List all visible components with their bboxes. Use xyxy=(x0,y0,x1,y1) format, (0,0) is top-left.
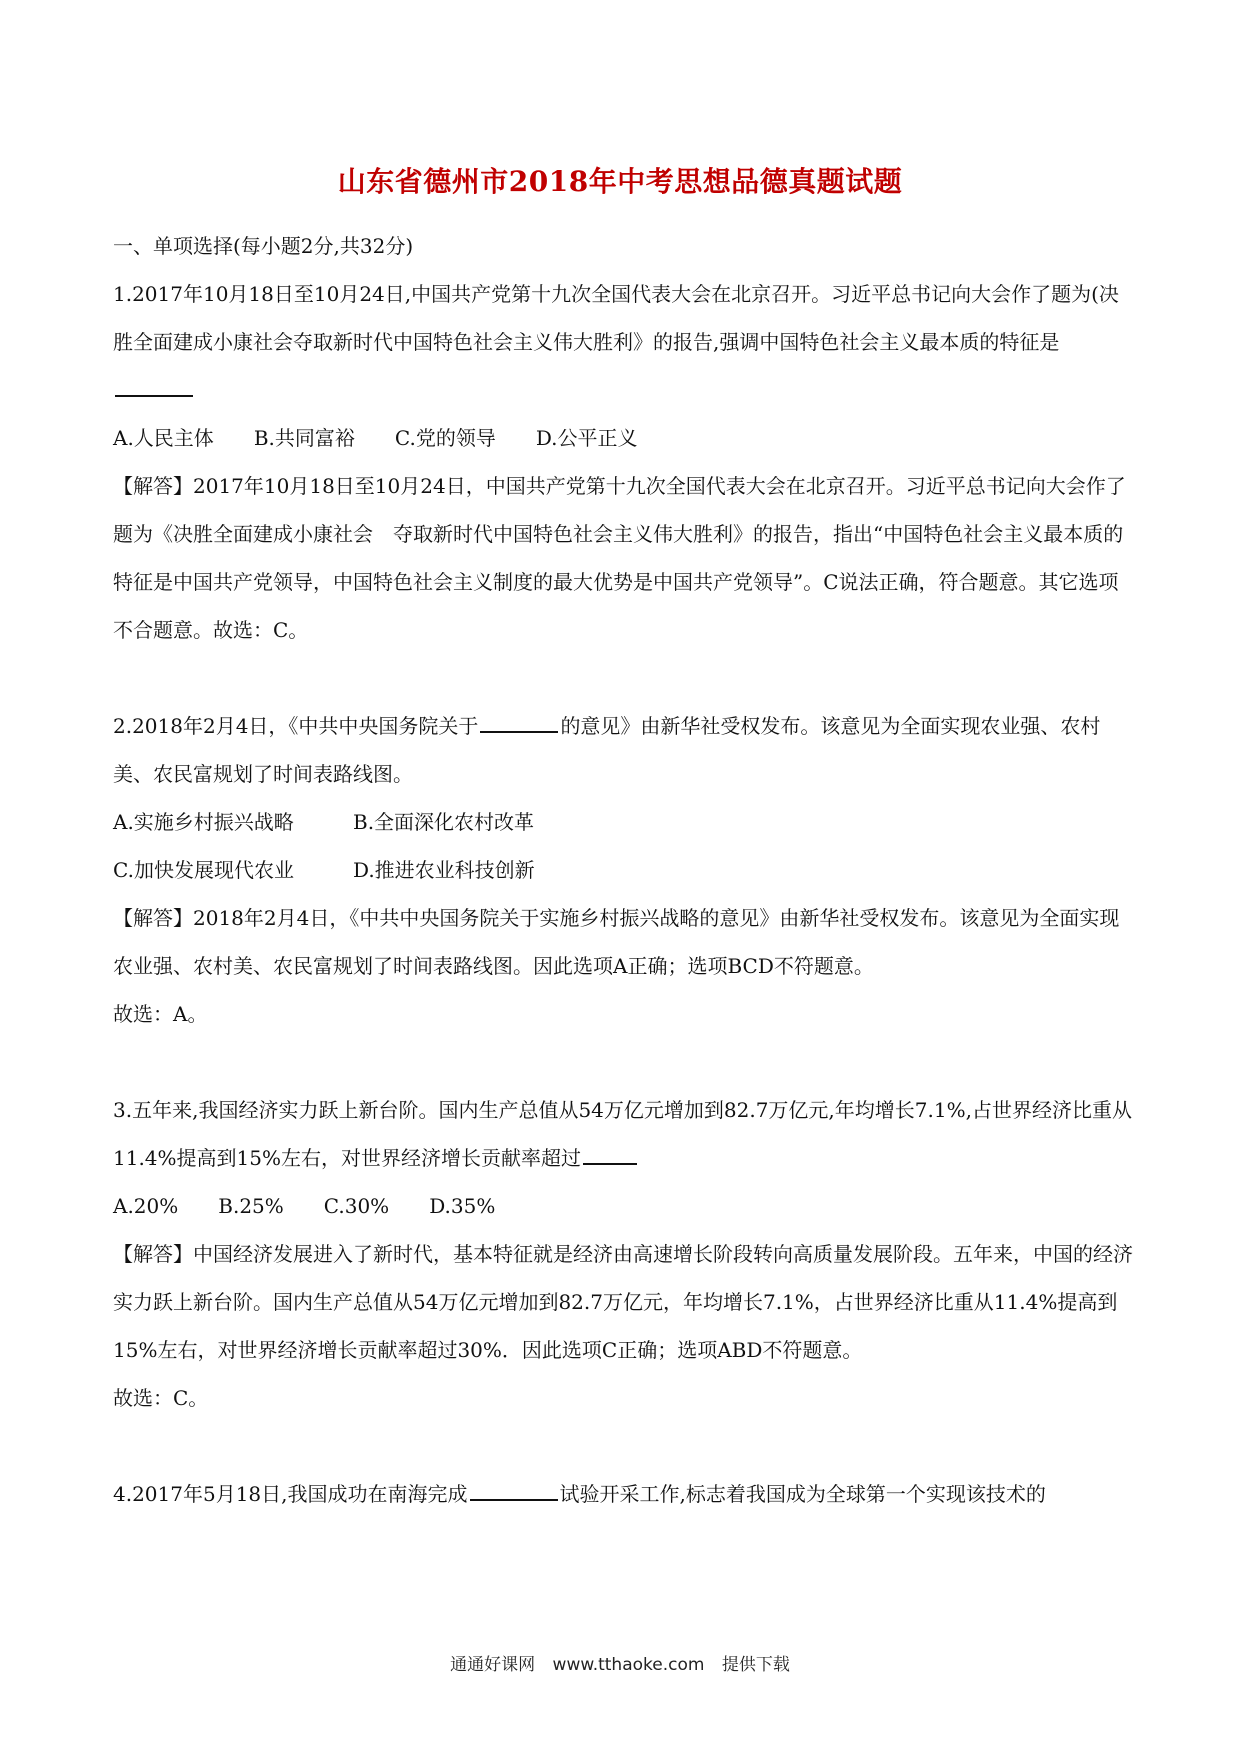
option-d: D.推进农业科技创新 xyxy=(353,858,535,882)
footer-tail: 提供下载 xyxy=(721,1655,790,1675)
question-4-text-b: 试验开采工作,标志着我国成为全球第一个实现该技术的 xyxy=(559,1482,1046,1506)
question-4-text-a: 4.2017年5月18日,我国成功在南海完成 xyxy=(113,1482,468,1506)
question-1-answer: 【解答】2017年10月18日至10月24日，中国共产党第十九次全国代表大会在北京召开。习近平总书记向大会作了题为《决胜全面建成小康社会 夺取新时代中国特色社会主义伟大胜利》的报告，指出“中国特色社会主义最本质的特征是中国共产党领导，中国特色社会主义制度的最大优势是中国共产党领导”。C说法正确，符合题意。其它选项不合题意。故选：C。 xyxy=(113,474,1126,642)
question-1-options xyxy=(113,414,1133,462)
option-c: C.30% xyxy=(323,1194,390,1218)
question-2-answer: 【解答】2018年2月4日，《中共中央国务院关于实施乡村振兴战略的意见》由新华社受权发布。该意见为全面实现农业强、农村美、农民富规划了时间表路线图。因此选项A正确；选项BCD不符题意。 xyxy=(113,906,1120,978)
question-2-text-a: 2.2018年2月4日，《中共中央国务院关于 xyxy=(113,714,479,738)
option-a: A.人民主体 xyxy=(113,426,214,450)
question-3-text: 3.五年来,我国经济实力跃上新台阶。国内生产总值从54万亿元增加到82.7万亿元,年均增长7.1%,占世界经济比重从11.4%提高到15%左右，对世界经济增长贡献率超过 xyxy=(113,1098,1132,1170)
option-a: A.20% xyxy=(113,1194,179,1218)
option-a: A.实施乡村振兴战略 xyxy=(113,810,294,834)
page-footer xyxy=(0,1650,1240,1675)
option-b: B.25% xyxy=(218,1194,284,1218)
answer-blank xyxy=(583,1141,637,1165)
option-c: C.党的领导 xyxy=(394,426,496,450)
option-b: B.共同富裕 xyxy=(253,426,355,450)
footer-url[interactable]: www.tthaoke.com xyxy=(552,1655,705,1675)
question-2-stem xyxy=(113,702,1133,798)
answer-blank xyxy=(480,709,558,733)
document-body xyxy=(113,222,1133,1518)
question-separator xyxy=(113,1038,1133,1086)
question-3-stem xyxy=(113,1086,1133,1182)
document-title: 山东省德州市2018年中考思想品德真题试题 xyxy=(337,165,903,198)
option-d: D.35% xyxy=(429,1194,496,1218)
question-2-options-row-2 xyxy=(113,846,1133,894)
option-d: D.公平正义 xyxy=(535,426,638,450)
question-3-conclusion: 故选：C。 xyxy=(113,1386,209,1410)
question-separator xyxy=(113,1422,1133,1470)
question-2-conclusion: 故选：A。 xyxy=(113,1002,208,1026)
footer-site-name: 通通好课网 xyxy=(450,1655,536,1675)
option-b: B.全面深化农村改革 xyxy=(353,810,535,834)
question-1-text: 1.2017年10月18日至10月24日,中国共产党第十九次全国代表大会在北京召开。习近平总书记向大会作了题为(决胜全面建成小康社会夺取新时代中国特色社会主义伟大胜利》的报告,强调中国特色社会主义最本质的特征是 xyxy=(113,282,1119,354)
answer-blank xyxy=(115,373,193,397)
section-header: 一、单项选择(每小题2分,共32分) xyxy=(113,234,414,258)
question-2-text-b: 的意见》由新华社受权发布。该意见为全面实现农业强、农村美、农民富规划了时间表路线图。 xyxy=(113,714,1101,786)
question-3-options xyxy=(113,1182,1133,1230)
question-separator xyxy=(113,654,1133,702)
question-4-stem xyxy=(113,1470,1133,1518)
question-3-answer: 【解答】中国经济发展进入了新时代，基本特征就是经济由高速增长阶段转向高质量发展阶段。五年来，中国的经济实力跃上新台阶。国内生产总值从54万亿元增加到82.7万亿元，年均增长7.1%，占世界经济比重从11.4%提高到15%左右，对世界经济增长贡献率超过30%．因此选项C正确；选项ABD不符题意。 xyxy=(113,1242,1133,1362)
answer-blank xyxy=(470,1477,558,1501)
option-c: C.加快发展现代农业 xyxy=(113,858,294,882)
question-1-stem xyxy=(113,270,1133,414)
question-2-options-row-1 xyxy=(113,798,1133,846)
